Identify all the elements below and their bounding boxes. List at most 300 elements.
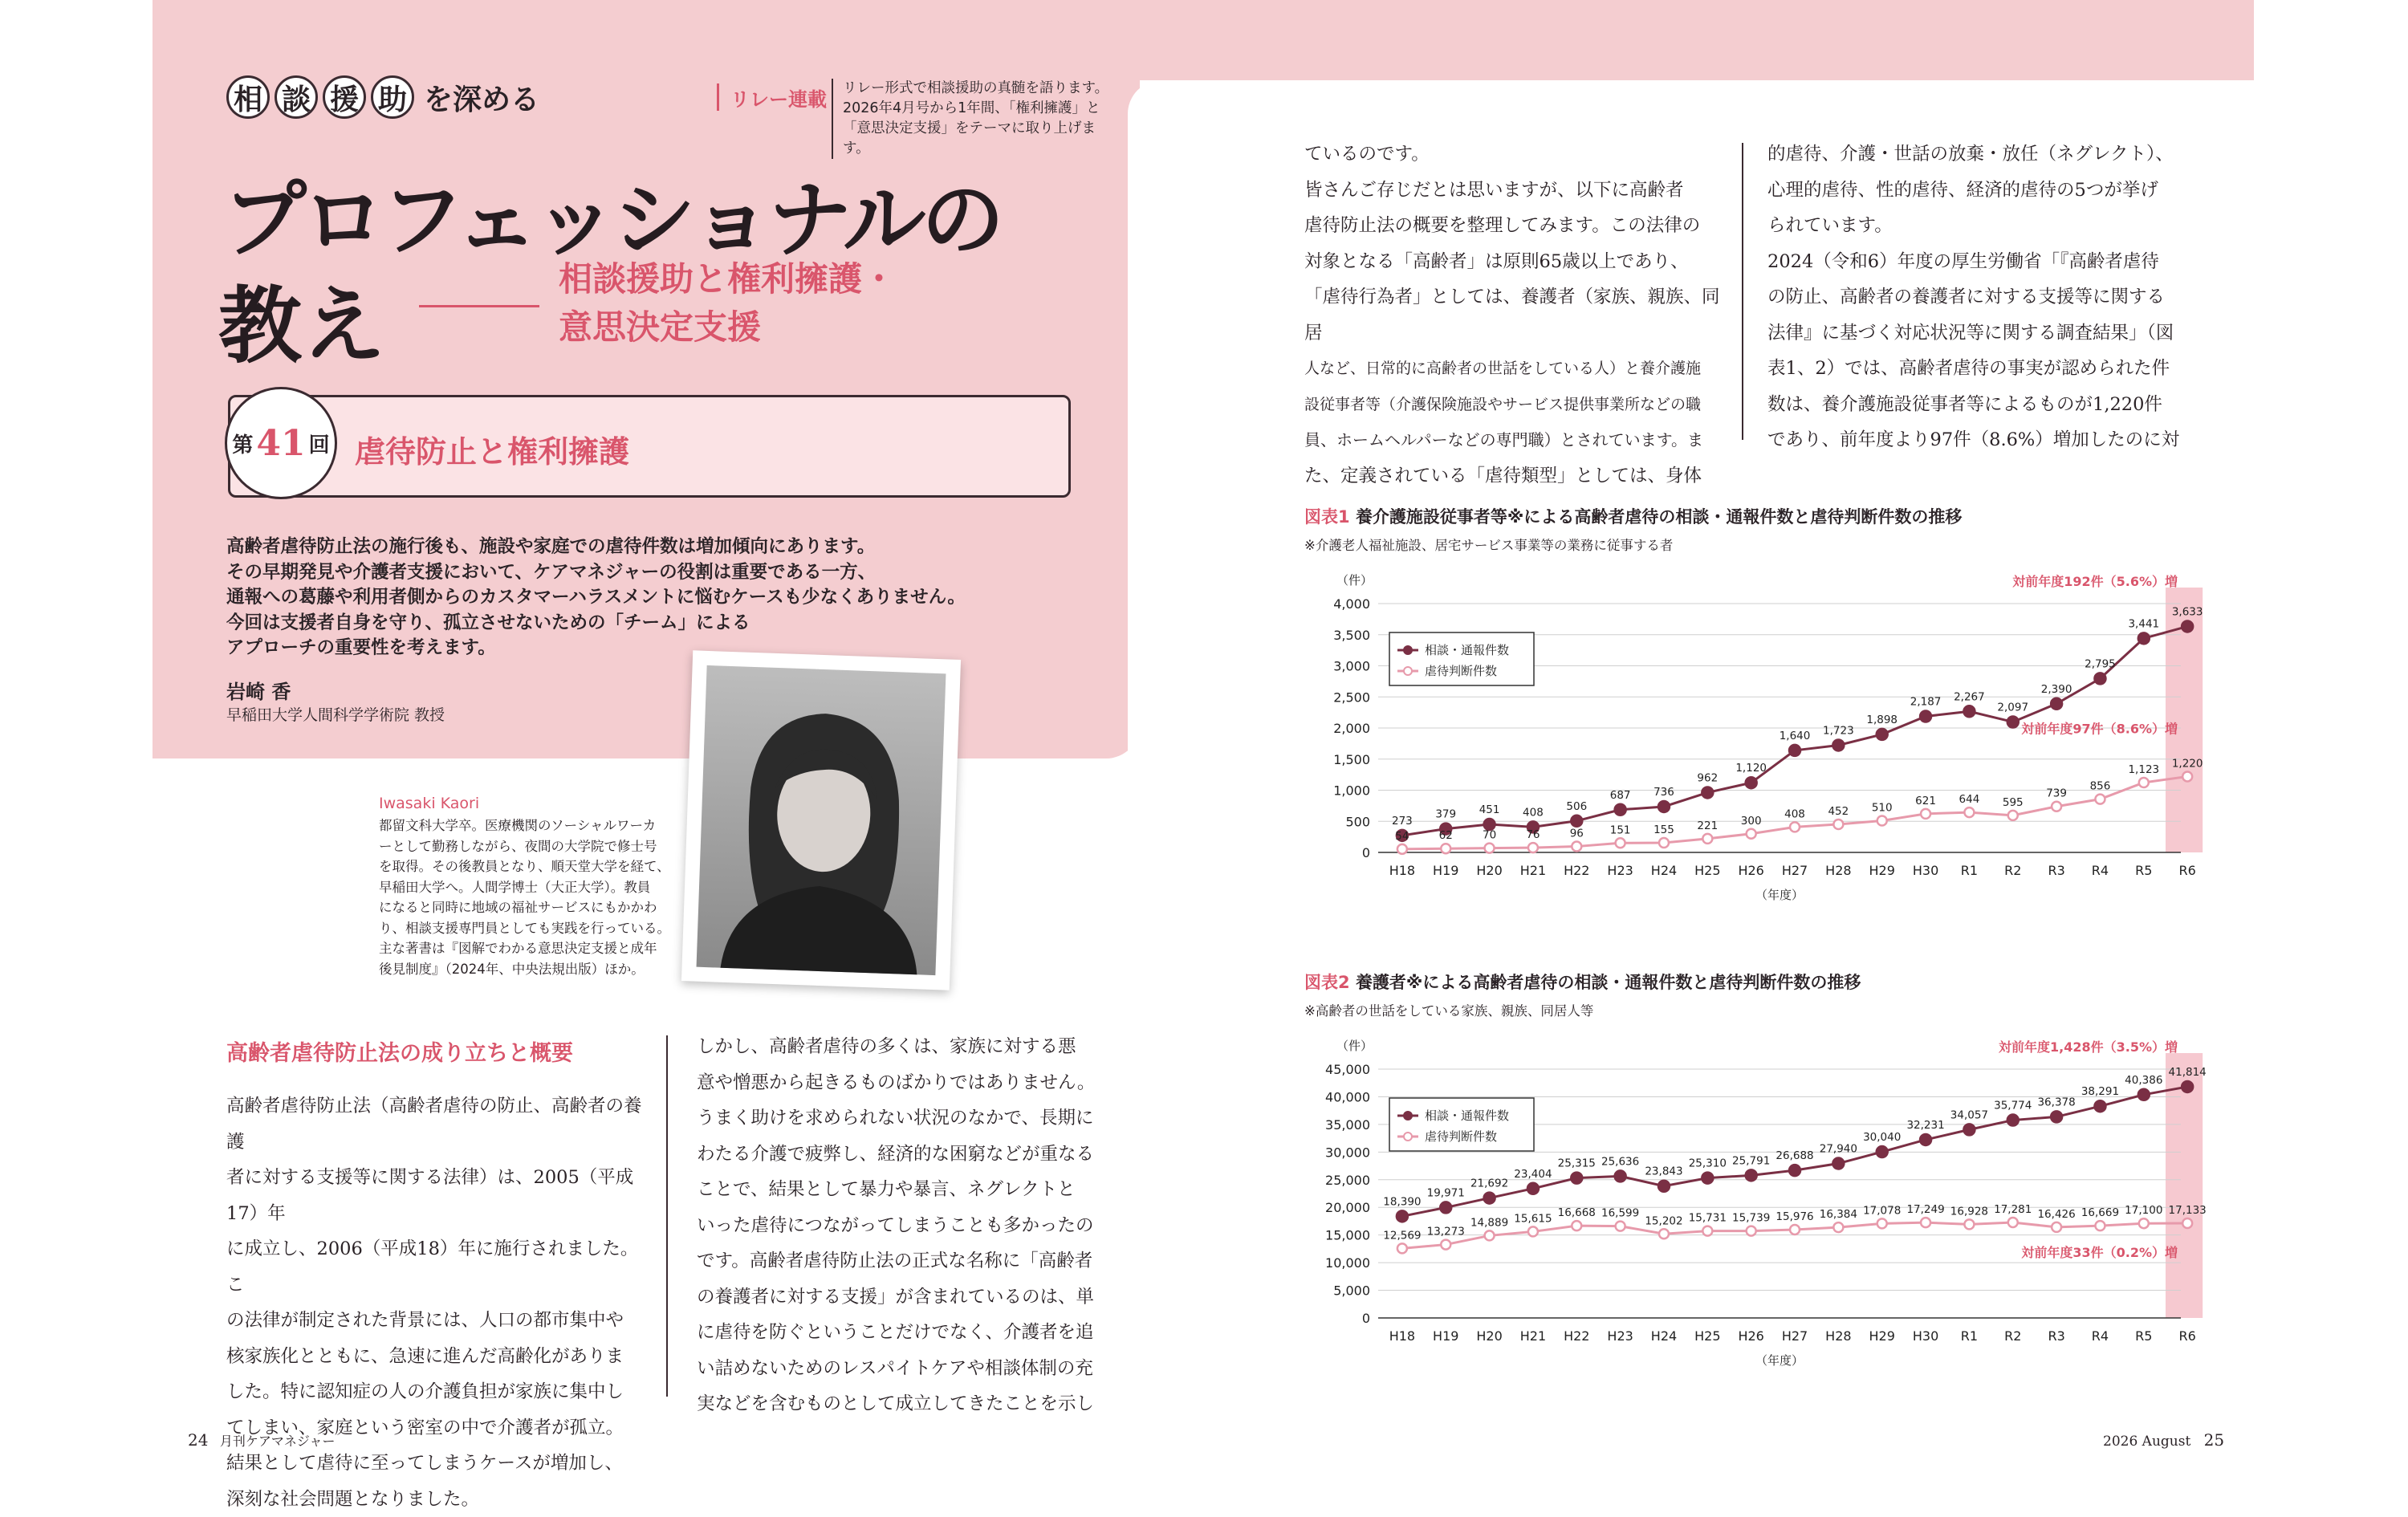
x-tick-label: H18 bbox=[1389, 1328, 1415, 1344]
data-label: 621 bbox=[1915, 795, 1936, 807]
data-point bbox=[2007, 1115, 2019, 1126]
body-line: られています。 bbox=[1767, 208, 2185, 244]
legend-marker bbox=[1404, 1112, 1412, 1120]
data-label: 25,310 bbox=[1689, 1157, 1727, 1170]
data-point bbox=[2094, 673, 2105, 684]
data-point bbox=[1572, 1221, 1581, 1230]
data-label: 2,187 bbox=[1910, 696, 1942, 709]
body-line: に虐待を防ぐということだけでなく、介護者を追 bbox=[697, 1315, 1114, 1351]
data-point bbox=[2095, 795, 2105, 804]
data-label: 62 bbox=[1439, 829, 1453, 842]
relay-note: リレー形式で相談援助の真髄を語ります。2026年4月号から1年間、「権利擁護」と「意思決定支援」をテーマに取り上げます。 bbox=[832, 79, 1112, 159]
data-label: 96 bbox=[1570, 828, 1584, 840]
data-label: 2,097 bbox=[1997, 701, 2028, 714]
y-tick-label: 3,000 bbox=[1333, 659, 1370, 674]
data-label: 595 bbox=[2003, 796, 2024, 809]
y-tick-label: 5,000 bbox=[1333, 1283, 1370, 1299]
figure1-title bbox=[1304, 504, 1962, 528]
body-line: 的虐待、介護・世話の放棄・放任（ネグレクト）、 bbox=[1767, 136, 2185, 173]
data-point bbox=[1616, 838, 1625, 848]
y-tick-label: 1,000 bbox=[1333, 783, 1370, 799]
body-line: 心理的虐待、性的虐待、経済的虐待の5つが挙げ bbox=[1767, 173, 2185, 209]
data-point bbox=[1964, 807, 1974, 817]
data-point bbox=[2094, 1100, 2105, 1112]
data-label: 17,100 bbox=[2125, 1204, 2162, 1217]
annotation: 対前年度33件（0.2%）増 bbox=[2021, 1245, 2178, 1260]
data-point bbox=[1658, 1181, 1670, 1192]
page-number-right: 25 bbox=[2204, 1430, 2224, 1450]
annotation: 対前年度1,428件（3.5%）増 bbox=[1999, 1039, 2178, 1055]
x-tick-label: H20 bbox=[1476, 1328, 1502, 1344]
body-line: 2024（令和6）年度の厚生労働省「『高齢者虐待 bbox=[1767, 244, 2185, 280]
y-tick-label: 40,000 bbox=[1325, 1089, 1370, 1104]
legend-marker bbox=[1404, 646, 1412, 654]
x-tick-label: H27 bbox=[1782, 863, 1808, 878]
lead-line: 今回は支援者自身を守り、孤立させないための「チーム」による bbox=[226, 611, 1037, 636]
data-point bbox=[1789, 1165, 1800, 1176]
x-tick-label: H22 bbox=[1564, 1328, 1589, 1344]
body-line: た、定義されている「虐待類型」としては、身体 bbox=[1304, 458, 1722, 494]
legend-label: 相談・通報件数 bbox=[1425, 643, 1509, 657]
data-point bbox=[2008, 1218, 2018, 1227]
data-label: 155 bbox=[1653, 824, 1674, 836]
data-label: 16,669 bbox=[2081, 1206, 2119, 1219]
x-tick-label: H23 bbox=[1607, 1328, 1633, 1344]
data-point bbox=[1877, 1218, 1887, 1228]
data-point bbox=[1397, 844, 1407, 854]
lead-line: 通報への葛藤や利用者側からのカスタマーハラスメントに悩むケースも少なくありません。 bbox=[226, 585, 1037, 611]
data-point bbox=[2008, 811, 2018, 820]
subtitle-line1: 相談援助と権利擁護・ bbox=[559, 255, 896, 303]
data-point bbox=[1441, 1240, 1450, 1250]
data-label: 16,928 bbox=[1950, 1205, 1988, 1218]
body-line: 表1、2）では、高齢者虐待の事実が認められた件 bbox=[1767, 351, 2185, 387]
data-point bbox=[1790, 1225, 1800, 1234]
subtitle bbox=[559, 255, 896, 352]
data-point bbox=[1484, 1193, 1495, 1204]
data-point bbox=[1571, 815, 1582, 827]
y-axis-label: （件） bbox=[1336, 573, 1373, 588]
body-line: 核家族化とともに、急速に進んだ高齢化がありま bbox=[226, 1339, 644, 1375]
data-point bbox=[1397, 1210, 1408, 1222]
data-label: 739 bbox=[2046, 787, 2067, 800]
data-point bbox=[1747, 829, 1756, 839]
x-tick-label: R6 bbox=[2179, 863, 2196, 878]
episode-number bbox=[225, 387, 337, 499]
data-point bbox=[2139, 1218, 2149, 1228]
data-label: 221 bbox=[1697, 820, 1718, 832]
x-tick-label: H26 bbox=[1738, 1328, 1763, 1344]
data-label: 17,249 bbox=[1906, 1203, 1944, 1216]
x-tick-label: R1 bbox=[1961, 1328, 1978, 1344]
x-tick-label: H25 bbox=[1694, 863, 1720, 878]
data-label: 15,731 bbox=[1689, 1212, 1727, 1225]
data-point bbox=[1571, 1173, 1582, 1184]
folio-right bbox=[2103, 1430, 2224, 1450]
data-point bbox=[1528, 843, 1538, 852]
figure2-caption: 養護者※による高齢者虐待の相談・通報件数と虐待判断件数の推移 bbox=[1356, 973, 1861, 992]
section-heading: 高齢者虐待防止法の成り立ちと概要 bbox=[226, 1035, 573, 1067]
data-label: 856 bbox=[2090, 780, 2111, 793]
episode-title: 虐待防止と権利擁護 bbox=[355, 427, 629, 471]
data-point bbox=[1832, 739, 1844, 750]
data-point bbox=[1616, 1222, 1625, 1231]
body-line: てしまい、家庭という密室の中で介護者が孤立。 bbox=[226, 1410, 644, 1446]
series-title-tail: を深める bbox=[424, 77, 539, 118]
data-label: 962 bbox=[1697, 771, 1718, 784]
y-tick-label: 500 bbox=[1345, 814, 1370, 829]
data-label: 506 bbox=[1566, 800, 1587, 813]
figure1-caption: 養介護施設従事者等※による高齢者虐待の相談・通報件数と虐待判断件数の推移 bbox=[1356, 507, 1962, 527]
data-label: 17,133 bbox=[2169, 1204, 2207, 1217]
data-label: 18,390 bbox=[1383, 1195, 1421, 1208]
magazine-name: 月刊ケアマネジャー bbox=[220, 1434, 336, 1449]
figure2-title bbox=[1304, 970, 1861, 994]
body-line: 虐待防止法の概要を整理してみます。この法律の bbox=[1304, 208, 1722, 244]
data-label: 15,202 bbox=[1645, 1214, 1682, 1227]
data-point bbox=[1397, 1243, 1407, 1253]
figure2-chart bbox=[1304, 1027, 2219, 1405]
body-line: いった虐待につながってしまうことも多かったの bbox=[697, 1208, 1114, 1244]
data-label: 16,384 bbox=[1820, 1208, 1857, 1221]
data-point bbox=[2051, 698, 2062, 710]
column-rule bbox=[1742, 143, 1743, 440]
x-tick-label: H27 bbox=[1782, 1328, 1808, 1344]
data-point bbox=[2051, 1111, 2062, 1122]
data-point bbox=[1833, 1222, 1843, 1232]
data-label: 14,889 bbox=[1470, 1216, 1508, 1229]
data-point bbox=[1658, 801, 1670, 812]
body-line: の法律が制定された背景には、人口の都市集中や bbox=[226, 1303, 644, 1339]
body-line: 「虐待行為者」としては、養護者（家族、親族、同居 bbox=[1304, 279, 1722, 351]
data-label: 687 bbox=[1610, 789, 1631, 802]
body-line: ことで、結果として暴力や暴言、ネグレクトと bbox=[697, 1172, 1114, 1208]
relay-label: リレー連載 bbox=[717, 83, 827, 111]
y-tick-label: 0 bbox=[1362, 845, 1370, 860]
data-label: 41,814 bbox=[2169, 1066, 2207, 1079]
body-column-middle bbox=[697, 1029, 1114, 1422]
x-tick-label: H21 bbox=[1520, 863, 1546, 878]
body-line: い詰めないためのレスパイトケアや相談体制の充 bbox=[697, 1351, 1114, 1387]
data-point bbox=[1441, 844, 1450, 853]
legend-label: 虐待判断件数 bbox=[1425, 664, 1497, 678]
data-label: 16,426 bbox=[2037, 1208, 2075, 1221]
data-label: 13,273 bbox=[1427, 1226, 1465, 1238]
x-tick-label: H20 bbox=[1476, 863, 1502, 878]
data-label: 25,791 bbox=[1732, 1154, 1770, 1167]
data-point bbox=[1964, 1219, 1974, 1229]
x-tick-label: H28 bbox=[1825, 863, 1851, 878]
y-tick-label: 30,000 bbox=[1325, 1145, 1370, 1160]
subtitle-line2: 意思決定支援 bbox=[559, 303, 896, 352]
y-tick-label: 15,000 bbox=[1325, 1228, 1370, 1243]
body-line: 法律』に基づく対応状況等に関する調査結果」（図 bbox=[1767, 315, 2185, 352]
episode-num: 41 bbox=[256, 423, 305, 464]
body-line: 員、ホームヘルパーなどの専門職）とされています。ま bbox=[1304, 422, 1722, 458]
x-tick-label: H22 bbox=[1564, 863, 1589, 878]
data-point bbox=[1702, 834, 1712, 844]
x-tick-label: H18 bbox=[1389, 863, 1415, 878]
data-label: 54 bbox=[1395, 830, 1409, 843]
data-point bbox=[1921, 809, 1930, 819]
data-point bbox=[2139, 778, 2149, 787]
bio-line: を取得。その後教員となり、順天堂大学を経て、 bbox=[379, 856, 684, 877]
data-point bbox=[2052, 1222, 2061, 1232]
column-rule bbox=[666, 1035, 668, 1397]
circled-char: 助 bbox=[371, 75, 414, 119]
body-line: しかし、高齢者虐待の多くは、家族に対する悪 bbox=[697, 1029, 1114, 1065]
issue-date: 2026 August bbox=[2103, 1434, 2190, 1450]
data-label: 27,940 bbox=[1820, 1143, 1857, 1156]
x-tick-label: R1 bbox=[1961, 863, 1978, 878]
x-tick-label: R2 bbox=[2004, 1328, 2021, 1344]
data-point bbox=[1527, 1183, 1539, 1194]
data-label: 510 bbox=[1872, 801, 1893, 814]
body-line: であり、前年度より97件（8.6%）増加したのに対 bbox=[1767, 422, 2185, 458]
data-point bbox=[1485, 844, 1495, 853]
data-point bbox=[2138, 632, 2150, 644]
data-point bbox=[2182, 620, 2193, 632]
data-point bbox=[2095, 1221, 2105, 1230]
data-label: 1,120 bbox=[1735, 762, 1767, 775]
legend-marker bbox=[1404, 667, 1412, 675]
y-tick-label: 0 bbox=[1362, 1311, 1370, 1326]
x-tick-label: R2 bbox=[2004, 863, 2021, 878]
body-line: に成立し、2006（平成18）年に施行されました。こ bbox=[226, 1231, 644, 1303]
data-label: 379 bbox=[1435, 808, 1456, 821]
data-label: 32,231 bbox=[1906, 1119, 1944, 1132]
data-label: 3,441 bbox=[2128, 617, 2159, 630]
data-label: 408 bbox=[1784, 807, 1805, 820]
figure1-label: 図表1 bbox=[1304, 507, 1350, 527]
data-point bbox=[1747, 1226, 1756, 1236]
data-point bbox=[1877, 815, 1887, 825]
data-point bbox=[1833, 820, 1843, 829]
data-label: 38,291 bbox=[2081, 1085, 2119, 1098]
body-line: 数は、養介護施設従事者等によるものが1,220件 bbox=[1767, 387, 2185, 423]
data-point bbox=[1702, 1173, 1713, 1184]
figure2-label: 図表2 bbox=[1304, 973, 1350, 992]
data-label: 21,692 bbox=[1470, 1177, 1508, 1190]
data-label: 451 bbox=[1479, 803, 1500, 816]
body-line: 設従事者等（介護保険施設やサービス提供事業所などの職 bbox=[1304, 387, 1722, 423]
x-tick-label: H26 bbox=[1738, 863, 1763, 878]
x-axis-label: （年度） bbox=[1755, 888, 1804, 902]
x-tick-label: H19 bbox=[1433, 1328, 1458, 1344]
data-point bbox=[1789, 745, 1800, 756]
data-point bbox=[1702, 787, 1713, 798]
episode-suffix: 回 bbox=[309, 429, 330, 458]
x-tick-label: R3 bbox=[2048, 863, 2064, 878]
y-tick-label: 20,000 bbox=[1325, 1200, 1370, 1215]
data-label: 452 bbox=[1828, 805, 1849, 818]
data-point bbox=[1440, 1202, 1451, 1213]
body-line: 人など、日常的に高齢者の世話をしている人）と養介護施 bbox=[1304, 351, 1722, 387]
data-label: 25,636 bbox=[1601, 1155, 1639, 1168]
x-tick-label: H29 bbox=[1869, 863, 1895, 878]
body-line: 意や憎悪から起きるものばかりではありません。 bbox=[697, 1065, 1114, 1101]
body-line: わたる介護で疲弊し、経済的な困窮などが重なる bbox=[697, 1137, 1114, 1173]
data-point bbox=[1877, 729, 1888, 740]
series-title bbox=[226, 75, 539, 119]
lead-text bbox=[226, 535, 1037, 661]
body-line: 高齢者虐待防止法（高齢者虐待の防止、高齢者の養護 bbox=[226, 1088, 644, 1160]
body-line: 者に対する支援等に関する法律）は、2005（平成17）年 bbox=[226, 1160, 644, 1231]
data-label: 12,569 bbox=[1383, 1229, 1421, 1242]
lead-line: アプローチの重要性を考えます。 bbox=[226, 636, 1037, 661]
author-romaji: Iwasaki Kaori bbox=[379, 795, 479, 812]
data-label: 17,078 bbox=[1863, 1204, 1901, 1217]
lead-line: その早期発見や介護者支援において、ケアマネジャーの役割は重要である一方、 bbox=[226, 560, 1037, 586]
data-point bbox=[1528, 1226, 1538, 1236]
data-label: 26,688 bbox=[1775, 1149, 1813, 1162]
data-label: 25,315 bbox=[1558, 1157, 1596, 1170]
body-line: うまく助けを求められない状況のなかで、長期に bbox=[697, 1100, 1114, 1137]
title-divider bbox=[419, 305, 539, 307]
data-point bbox=[1572, 842, 1581, 852]
data-point bbox=[1615, 1170, 1626, 1181]
body-line: 皆さんご存じだとは思いますが、以下に高齢者 bbox=[1304, 173, 1722, 209]
data-point bbox=[1790, 822, 1800, 832]
folio-left bbox=[188, 1430, 336, 1450]
y-tick-label: 2,000 bbox=[1333, 721, 1370, 736]
data-label: 1,123 bbox=[2128, 763, 2159, 776]
data-label: 35,774 bbox=[1994, 1100, 2032, 1112]
episode-prefix: 第 bbox=[232, 429, 253, 458]
data-label: 70 bbox=[1483, 829, 1496, 842]
data-point bbox=[1615, 804, 1626, 815]
author-photo bbox=[681, 650, 961, 990]
circled-char: 談 bbox=[275, 75, 318, 119]
x-tick-label: H28 bbox=[1825, 1328, 1851, 1344]
data-label: 2,267 bbox=[1954, 690, 1985, 703]
body-line: です。高齢者虐待防止法の正式な名称に「高齢者 bbox=[697, 1243, 1114, 1279]
body-line: 対象となる「高齢者」は原則65歳以上であり、 bbox=[1304, 244, 1722, 280]
figure1-note: ※介護老人福祉施設、居宅サービス事業等の業務に従事する者 bbox=[1304, 535, 1673, 554]
data-label: 2,795 bbox=[2085, 657, 2116, 670]
x-tick-label: H21 bbox=[1520, 1328, 1546, 1344]
x-tick-label: H23 bbox=[1607, 863, 1633, 878]
data-label: 23,404 bbox=[1514, 1168, 1552, 1181]
y-tick-label: 10,000 bbox=[1325, 1255, 1370, 1271]
data-label: 17,281 bbox=[1994, 1203, 2032, 1216]
data-point bbox=[1877, 1146, 1888, 1157]
bio-line: ーとして勤務しながら、夜間の大学院で修士号 bbox=[379, 836, 684, 857]
highlight-band bbox=[2166, 1053, 2203, 1318]
annotation: 対前年度192件（5.6%）増 bbox=[2012, 574, 2178, 589]
data-label: 16,599 bbox=[1601, 1207, 1639, 1220]
author-name: 岩崎 香 bbox=[226, 676, 291, 704]
body-column-right-2 bbox=[1767, 136, 2185, 458]
bio-line: り、相談支援専門員としても実践を行っている。 bbox=[379, 918, 684, 939]
body-line: ているのです。 bbox=[1304, 136, 1722, 173]
x-tick-label: R4 bbox=[2092, 863, 2109, 878]
data-point bbox=[1920, 1134, 1931, 1145]
data-point bbox=[1659, 1229, 1669, 1238]
data-point bbox=[1921, 1218, 1930, 1227]
main-title-line2: 教え bbox=[218, 258, 385, 379]
x-tick-label: H19 bbox=[1433, 863, 1458, 878]
portrait bbox=[697, 665, 946, 975]
data-label: 76 bbox=[1526, 828, 1540, 841]
body-line: 実などを含むものとして成立してきたことを示し bbox=[697, 1386, 1114, 1422]
y-tick-label: 4,000 bbox=[1333, 596, 1370, 612]
data-point bbox=[2182, 1081, 2193, 1092]
data-label: 15,615 bbox=[1514, 1212, 1552, 1225]
data-point bbox=[1485, 1230, 1495, 1240]
bio-line: 主な著書は『図解でわかる意思決定支援と成年 bbox=[379, 938, 684, 959]
data-point bbox=[1659, 838, 1669, 848]
bio-line: 都留文科大学卒。医療機関のソーシャルワーカ bbox=[379, 815, 684, 836]
y-axis-label: （件） bbox=[1336, 1039, 1373, 1053]
data-point bbox=[1746, 1169, 1757, 1181]
figure2-note: ※高齢者の世話をしている家族、親族、同居人等 bbox=[1304, 1000, 1593, 1019]
page-number-left: 24 bbox=[188, 1430, 208, 1450]
body-line: の養護者に対する支援」が含まれているのは、単 bbox=[697, 1279, 1114, 1316]
data-point bbox=[1702, 1226, 1712, 1236]
data-label: 19,971 bbox=[1427, 1186, 1465, 1199]
data-point bbox=[2182, 1218, 2192, 1228]
data-point bbox=[1920, 711, 1931, 722]
data-label: 36,378 bbox=[2037, 1096, 2075, 1108]
data-point bbox=[1746, 777, 1757, 788]
x-tick-label: R5 bbox=[2135, 863, 2152, 878]
data-label: 1,723 bbox=[1823, 724, 1854, 737]
legend-label: 虐待判断件数 bbox=[1425, 1129, 1497, 1144]
data-point bbox=[2138, 1089, 2150, 1100]
circled-char: 援 bbox=[323, 75, 366, 119]
body-line: した。特に認知症の人の介護負担が家族に集中し bbox=[226, 1374, 644, 1410]
x-tick-label: R5 bbox=[2135, 1328, 2152, 1344]
x-tick-label: H24 bbox=[1651, 863, 1677, 878]
data-label: 23,843 bbox=[1645, 1165, 1682, 1178]
x-tick-label: R4 bbox=[2092, 1328, 2109, 1344]
data-point bbox=[2052, 802, 2061, 811]
data-label: 300 bbox=[1741, 815, 1762, 828]
body-line: 結果として虐待に至ってしまうケースが増加し、 bbox=[226, 1446, 644, 1482]
y-tick-label: 45,000 bbox=[1325, 1062, 1370, 1077]
data-label: 1,220 bbox=[2172, 757, 2203, 770]
data-point bbox=[2182, 771, 2192, 781]
data-label: 16,668 bbox=[1558, 1206, 1596, 1219]
data-label: 644 bbox=[1959, 793, 1980, 806]
x-tick-label: H29 bbox=[1869, 1328, 1895, 1344]
body-line: 深刻な社会問題となりました。 bbox=[226, 1482, 644, 1517]
data-label: 151 bbox=[1610, 824, 1631, 836]
data-label: 1,640 bbox=[1780, 730, 1811, 742]
data-point bbox=[1963, 706, 1975, 717]
data-label: 736 bbox=[1653, 786, 1674, 799]
data-label: 30,040 bbox=[1863, 1131, 1901, 1144]
data-point bbox=[1963, 1124, 1975, 1135]
legend-marker bbox=[1404, 1133, 1412, 1141]
circled-char: 相 bbox=[226, 75, 270, 119]
body-column-left bbox=[226, 1088, 644, 1517]
data-label: 2,390 bbox=[2041, 683, 2072, 696]
x-tick-label: H30 bbox=[1913, 863, 1938, 878]
data-label: 40,386 bbox=[2125, 1074, 2162, 1087]
data-label: 273 bbox=[1392, 815, 1413, 828]
lead-line: 高齢者虐待防止法の施行後も、施設や家庭での虐待件数は増加傾向にあります。 bbox=[226, 535, 1037, 560]
legend-label: 相談・通報件数 bbox=[1425, 1108, 1509, 1123]
author-affiliation: 早稲田大学人間科学学術院 教授 bbox=[226, 703, 445, 725]
x-axis-label: （年度） bbox=[1755, 1353, 1804, 1368]
x-tick-label: R3 bbox=[2048, 1328, 2064, 1344]
body-column-right-1 bbox=[1304, 136, 1722, 494]
data-label: 3,633 bbox=[2172, 605, 2203, 618]
main-title-line1: プロフェッショナルの bbox=[223, 153, 1000, 273]
y-tick-label: 3,500 bbox=[1333, 628, 1370, 643]
